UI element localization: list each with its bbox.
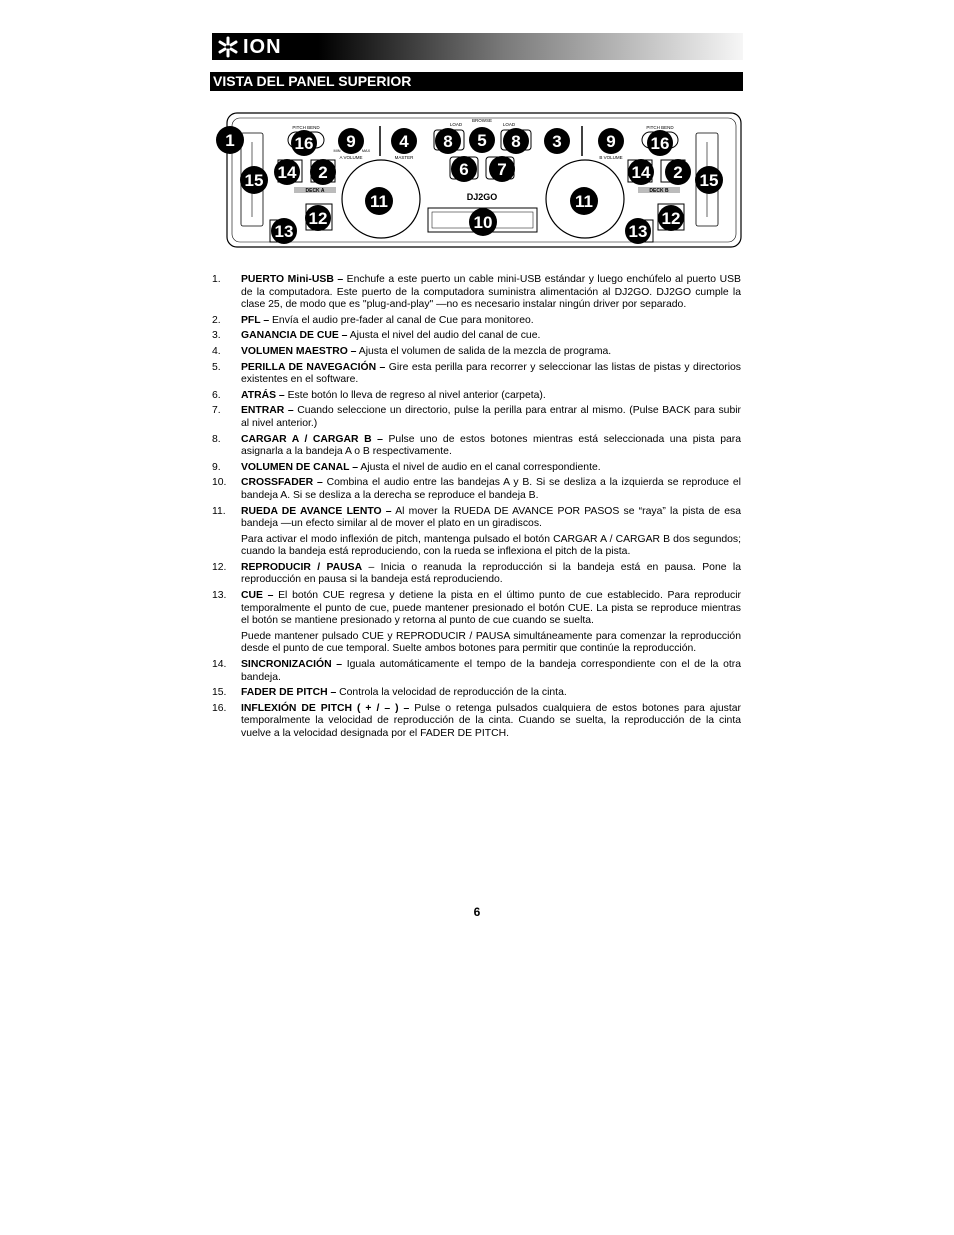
list-item: 8. CARGAR A / CARGAR B – Pulse uno de estos botones mientras está seleccionada una pista para asignarla a la bandeja A o B respectivamente. — [212, 433, 742, 458]
callout-7: 7 — [497, 160, 507, 179]
callout-5: 5 — [477, 131, 487, 150]
pitch-bend-right-label: PITCH BEND — [646, 125, 674, 130]
callout-13-left: 13 — [274, 222, 294, 241]
callout-13-right: 13 — [628, 222, 648, 241]
browse-label: BROWSE — [471, 118, 493, 123]
list-item: 11. RUEDA DE AVANCE LENTO – Al mover la RUEDA DE AVANCE POR PASOS se “raya” la pista de esa bandeja —un efecto similar al de mover el plato en un giradiscos. Para activar el modo inflexión de pitch, mantenga pulsado el botón CARGAR A / CARGAR B dos segundos; cuando la bandeja está reproduciendo, con la rueda se inflexiona el pitch de la pista. — [212, 505, 741, 558]
deck-b-label: DECK B — [649, 188, 669, 194]
max-label: MAX — [361, 149, 371, 153]
callout-15-left: 15 — [244, 171, 264, 190]
callout-11-right: 11 — [575, 192, 593, 211]
list-item: 14. SINCRONIZACIÓN – Iguala automáticamente el tempo de la bandeja correspondiente con el de la otra bandeja. — [212, 659, 741, 683]
callout-16-right: 16 — [650, 134, 670, 153]
callout-14-left: 14 — [277, 163, 297, 182]
callout-12-left: 12 — [308, 209, 328, 228]
list-item: 12. REPRODUCIR / PAUSA – Inicia o reanuda la reproducción si la bandeja está en pausa. Pone la reproducción en pausa si la bandeja está reproduciendo. — [212, 561, 741, 586]
list-item: 3. GANANCIA DE CUE – Ajusta el nivel del audio del canal de cue. — [212, 330, 541, 342]
list-item: 10. CROSSFADER – Combina el audio entre las bandejas A y B. Si se desliza a la izquierda se reproduce el bandeja A. Si se desliza a la derecha se reproduce el bandeja B. — [212, 477, 741, 501]
callout-9-right: 9 — [606, 132, 616, 151]
feature-list — [212, 274, 741, 744]
callout-14-right: 14 — [631, 163, 651, 182]
callout-8-left: 8 — [443, 132, 453, 151]
list-item: 9. VOLUMEN DE CANAL – Ajusta el nivel de audio en el canal correspondiente. — [212, 461, 601, 473]
master-label: MASTER — [394, 155, 414, 160]
brand-logo — [217, 36, 282, 58]
callout-1: 1 — [225, 131, 235, 150]
pitch-bend-left-label: PITCH BEND — [292, 125, 320, 130]
callout-2-left: 2 — [318, 163, 328, 182]
list-item: 7. ENTRAR – Cuando seleccione un directorio, pulse la perilla para entrar al mismo. (Pulse BACK para subir al nivel anterior.) — [212, 405, 741, 429]
callout-8-right: 8 — [511, 132, 521, 151]
load-right-label: LOAD — [502, 122, 516, 127]
callout-16-left: 16 — [294, 134, 314, 153]
brand-name: ION — [243, 35, 282, 58]
callout-3: 3 — [552, 132, 562, 151]
a-volume-label: A VOLUME — [339, 155, 363, 160]
list-item: 4. VOLUMEN MAESTRO – Ajusta el volumen de salida de la mezcla de programa. — [212, 345, 612, 357]
list-item: 15. FADER DE PITCH – Controla la velocidad de reproducción de la cinta. — [212, 687, 567, 699]
ion-star-icon — [217, 36, 239, 58]
page-number: 6 — [473, 905, 481, 919]
callout-10: 10 — [473, 213, 493, 232]
callout-2-right: 2 — [673, 163, 683, 182]
deck-a-label: DECK A — [305, 188, 325, 194]
min-label: MIN — [333, 149, 341, 153]
list-item: 5. PERILLA DE NAVEGACIÓN – Gire esta perilla para recorrer y seleccionar las listas de pistas y directorios existentes en el software. — [212, 361, 741, 386]
callout-12-right: 12 — [661, 209, 681, 228]
list-item: 2. PFL – Envía el audio pre-fader al canal de Cue para monitoreo. — [212, 314, 534, 326]
list-item: 16. INFLEXIÓN DE PITCH ( + / – ) – Pulse o retenga pulsados cualquiera de estos botones para ajustar temporalmente la velocidad de reproducción de la cinta. Cuando se suelta, la reproducción de la cinta vuelve a la velocidad designada por el FADER DE PITCH. — [212, 702, 741, 739]
b-volume-label: B VOLUME — [599, 155, 623, 160]
section-title: VISTA DEL PANEL SUPERIOR — [210, 72, 743, 91]
callout-11-left: 11 — [370, 192, 388, 211]
callout-4: 4 — [399, 132, 409, 151]
list-item: 1. PUERTO Mini-USB – Enchufe a este puerto un cable mini-USB estándar y luego enchúfelo al puerto USB de la computadora. Este puerto de la computadora suministra alimentación al DJ2GO. DJ2GO cumple la clase 25, de modo que es "plug-and-play" —no es necesario instalar ningún driver por separado. — [212, 274, 741, 311]
callout-6: 6 — [459, 160, 469, 179]
list-item: 6. ATRÁS – Este botón lo lleva de regreso al nivel anterior (carpeta). — [212, 389, 546, 401]
callout-15-right: 15 — [699, 171, 719, 190]
dj2go-logo: DJ2GO — [466, 192, 498, 202]
list-item: 13. CUE – El botón CUE regresa y detiene la pista en el último punto de cue establecido. Para reproducir temporalmente el punto de cue, puede mantener presionado el botón CUE. La pista se reproduce mientras el botón se mantiene presionado y retorna al punto de cue cuando se suelta. Puede mantener pulsado CUE y REPRODUCIR / PAUSA simultáneamente para comenzar la reproducción desde el punto de cue temporal. Suelte ambos botones para permitir que continúe la reproducción. — [212, 590, 741, 655]
callout-9-left: 9 — [346, 132, 356, 151]
load-left-label: LOAD — [449, 122, 463, 127]
header-bar — [212, 33, 743, 60]
controller-diagram — [210, 112, 744, 252]
